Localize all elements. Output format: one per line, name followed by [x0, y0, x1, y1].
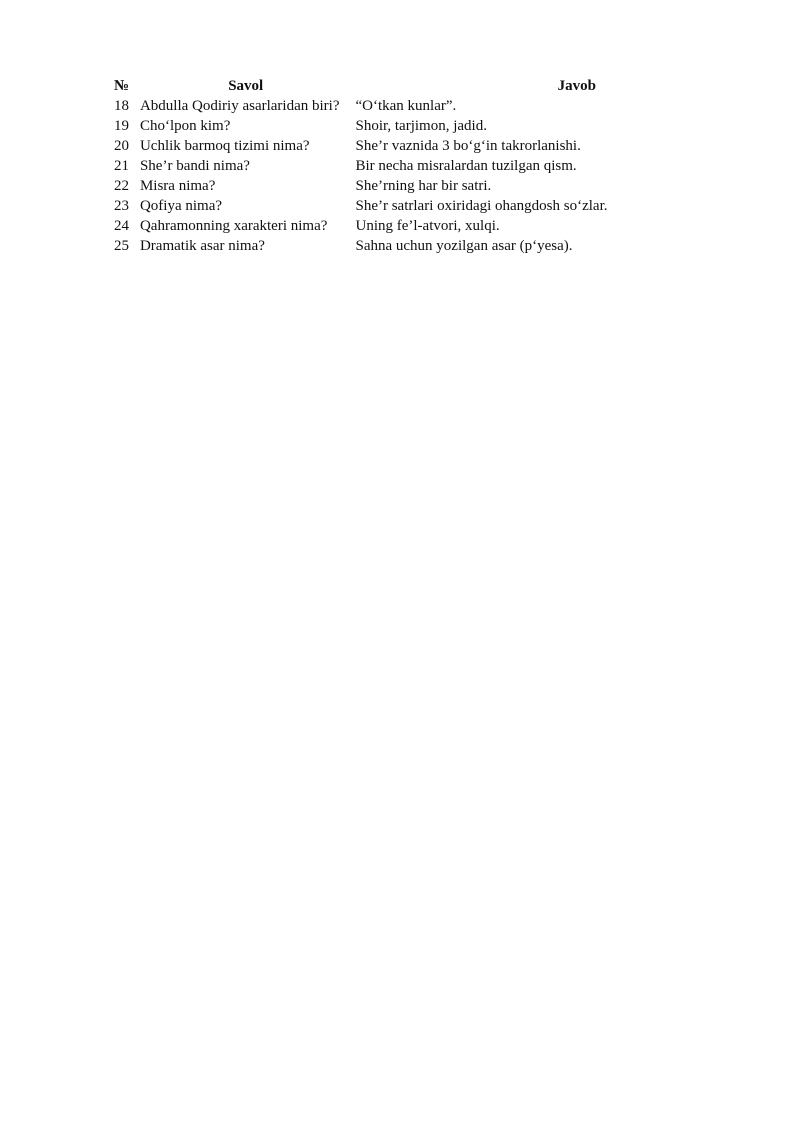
row-question: Abdulla Qodiriy asarlaridan biri?: [139, 98, 340, 114]
row-answer: Sahna uchun yozilgan asar (p‘yesa).: [355, 238, 573, 254]
row-answer: Bir necha misralardan tuzilgan qism.: [355, 158, 577, 174]
row-answer: She’rning har bir satri.: [355, 178, 492, 194]
table-row: [112, 157, 800, 177]
row-question: Uchlik barmoq tizimi nima?: [139, 138, 310, 154]
row-question: Dramatik asar nima?: [139, 238, 265, 254]
qa-table: [112, 76, 800, 257]
table-row: [112, 217, 800, 237]
row-answer: She’r vaznida 3 bo‘g‘in takrorlanishi.: [355, 138, 581, 154]
row-number: 18: [114, 98, 129, 114]
row-number: 20: [114, 138, 129, 154]
table-row: [112, 237, 800, 257]
row-number: 25: [114, 238, 129, 254]
header-number: №: [114, 78, 130, 94]
table-row: [112, 117, 800, 137]
header-question: Savol: [228, 78, 264, 94]
table-header: [112, 76, 800, 97]
table-row: [112, 197, 800, 217]
row-number: 21: [114, 158, 129, 174]
table-body: [112, 97, 800, 257]
row-number: 23: [114, 198, 129, 214]
row-answer: She’r satrlari oxiridagi ohangdosh so‘zlar.: [355, 198, 608, 214]
row-number: 22: [114, 178, 129, 194]
row-question: Qofiya nima?: [139, 198, 223, 214]
header-answer: Javob: [557, 78, 596, 94]
header-row: [112, 76, 800, 97]
row-answer: “O‘tkan kunlar”.: [355, 98, 457, 114]
table-row: [112, 137, 800, 157]
row-answer: Uning fe’l-atvori, xulqi.: [355, 218, 500, 234]
row-number: 19: [114, 118, 129, 134]
row-answer: Shoir, tarjimon, jadid.: [355, 118, 487, 134]
row-question: Qahramonning xarakteri nima?: [139, 218, 328, 234]
table-row: [112, 177, 800, 197]
row-question: Misra nima?: [139, 178, 216, 194]
row-question: She’r bandi nima?: [139, 158, 250, 174]
row-question: Cho‘lpon kim?: [139, 118, 231, 134]
table-row: [112, 97, 800, 117]
row-number: 24: [114, 218, 129, 234]
